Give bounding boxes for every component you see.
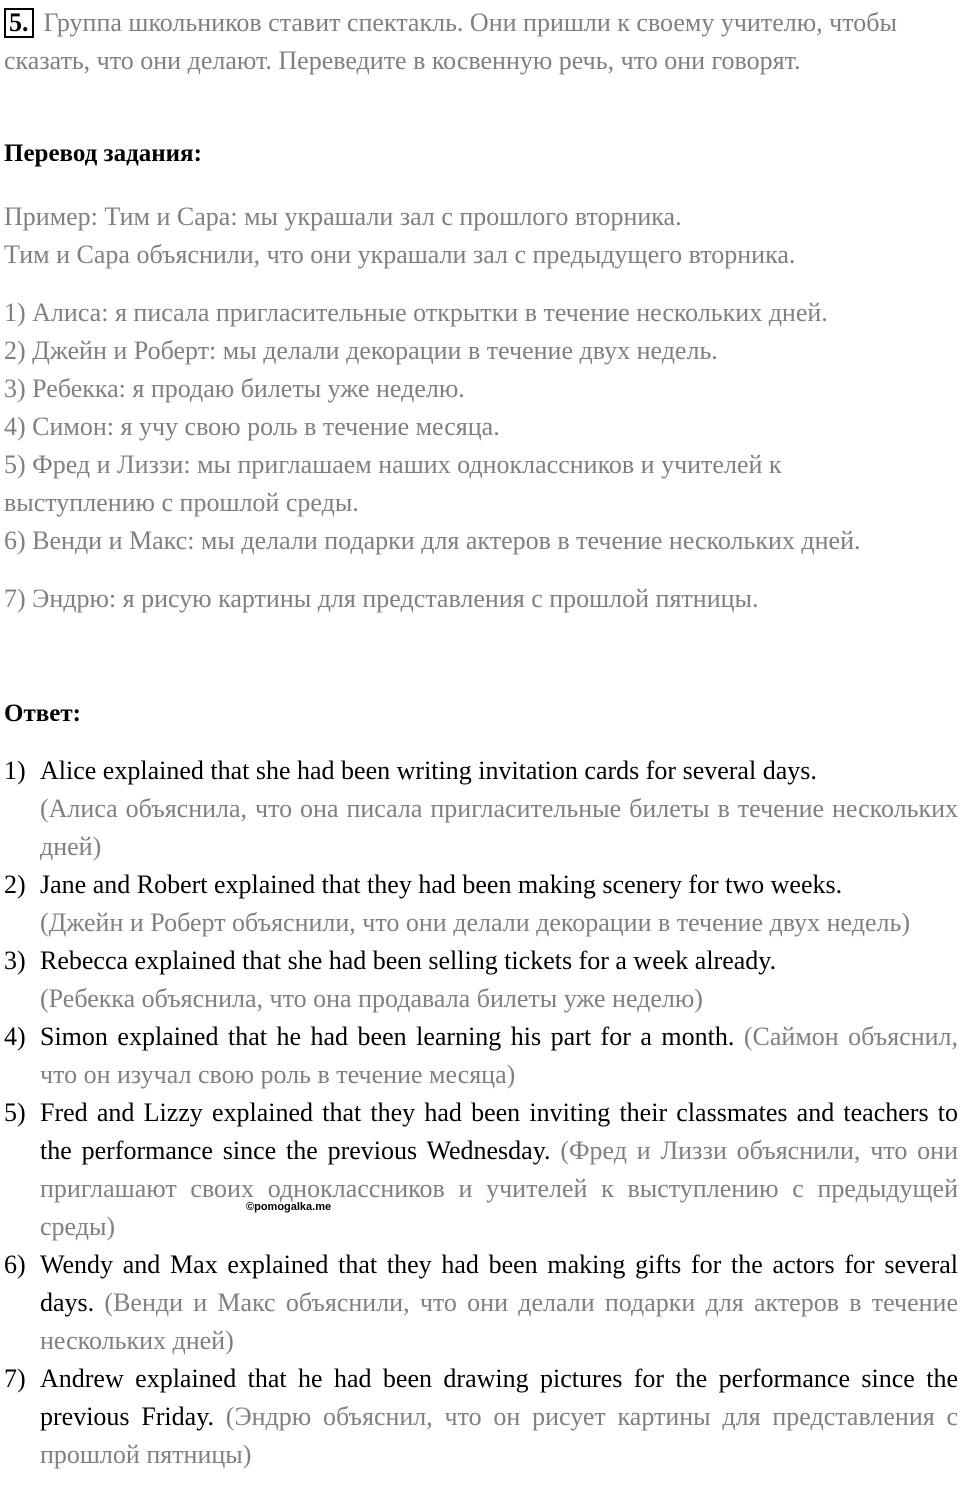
task-item: 6) Венди и Макс: мы делали подарки для актеров в течение нескольких дней. (4, 526, 861, 555)
answer-number: 3) (4, 946, 26, 975)
task-item: 2) Джейн и Роберт: мы делали декорации в течение двух недель. (4, 336, 718, 365)
answer-russian: (Эндрю объяснил, что он рисует картины для представления с прошлой пятницы) (40, 1402, 959, 1469)
example-line-1: Пример: Тим и Сара: мы украшали зал с прошлого вторника. (4, 202, 682, 231)
answer-number: 2) (4, 870, 26, 899)
answer-english: Wendy and Max explained that they had been making gifts for the actors for several days. (40, 1250, 958, 1317)
task-item: 1) Алиса: я писала пригласительные открытки в течение нескольких дней. (4, 298, 828, 327)
task-item: 7) Эндрю: я рисую картины для представления с прошлой пятницы. (4, 584, 759, 613)
answer-russian: (Алиса объяснила, что она писала пригласительные билеты в течение нескольких дней) (40, 794, 958, 861)
answer-heading: Ответ: (4, 700, 81, 727)
answer-list (4, 752, 958, 1474)
watermark: ©pomogalka.me (246, 1201, 332, 1213)
answer-english: Simon explained that he had been learning his part for a month. (40, 1022, 735, 1051)
answer-english: Rebecca explained that she had been selling tickets for a week already. (40, 946, 777, 975)
answer-russian: (Ребекка объяснила, что она продавала билеты уже неделю) (40, 984, 703, 1013)
answer-english: Fred and Lizzy explained that they had been inviting their classmates and teachers to the performance since the previous Wednesday. (40, 1098, 958, 1165)
answer-russian: (Джейн и Роберт объяснили, что они делали декорации в течение двух недель) (40, 908, 910, 937)
answer-russian: (Венди и Макс объяснили, что они делали подарки для актеров в течение нескольких дней) (40, 1288, 958, 1355)
answer-number: 1) (4, 756, 26, 785)
answer-item (4, 752, 958, 866)
answer-russian: (Саймон объяснил, что он изучал свою роль в течение месяца) (40, 1022, 959, 1089)
answer-item (4, 866, 958, 942)
answer-russian: (Фред и Лиззи объяснили, что они приглашают своих одноклассников и учителей к выступлению с предыдущей среды) (40, 1136, 958, 1241)
task-item: 3) Ребекка: я продаю билеты уже неделю. (4, 374, 465, 403)
task-item: 5) Фред и Лиззи: мы приглашаем наших одноклассников и учителей к (4, 450, 782, 479)
task-number-badge: 5. (4, 8, 34, 38)
answer-english: Alice explained that she had been writing invitation cards for several days. (40, 756, 817, 785)
answer-item (4, 942, 958, 1018)
answer-item (4, 1018, 958, 1094)
answer-item (4, 1360, 958, 1474)
answer-number: 7) (4, 1364, 26, 1393)
answer-number: 5) (4, 1098, 26, 1127)
task-statement (4, 4, 944, 80)
task-text: Группа школьников ставит спектакль. Они пришли к своему учителю, чтобы сказать, что они делают. Переведите в косвенную речь, что они говорят. (4, 8, 897, 75)
task-items-list (4, 294, 954, 618)
answer-english: Andrew explained that he had been drawing pictures for the performance since the previous Friday. (40, 1364, 958, 1431)
task-item: 4) Симон: я учу свою роль в течение месяца. (4, 412, 500, 441)
example-line-2: Тим и Сара объяснили, что они украшали зал с предыдущего вторника. (4, 240, 796, 269)
answer-number: 4) (4, 1022, 26, 1051)
answer-item (4, 1094, 958, 1246)
answer-number: 6) (4, 1250, 26, 1279)
translation-heading: Перевод задания: (4, 140, 202, 167)
answer-english: Jane and Robert explained that they had been making scenery for two weeks. (40, 870, 843, 899)
answer-item (4, 1246, 958, 1360)
example-block (4, 198, 954, 274)
task-item-continuation: выступлению с прошлой среды. (4, 488, 359, 517)
